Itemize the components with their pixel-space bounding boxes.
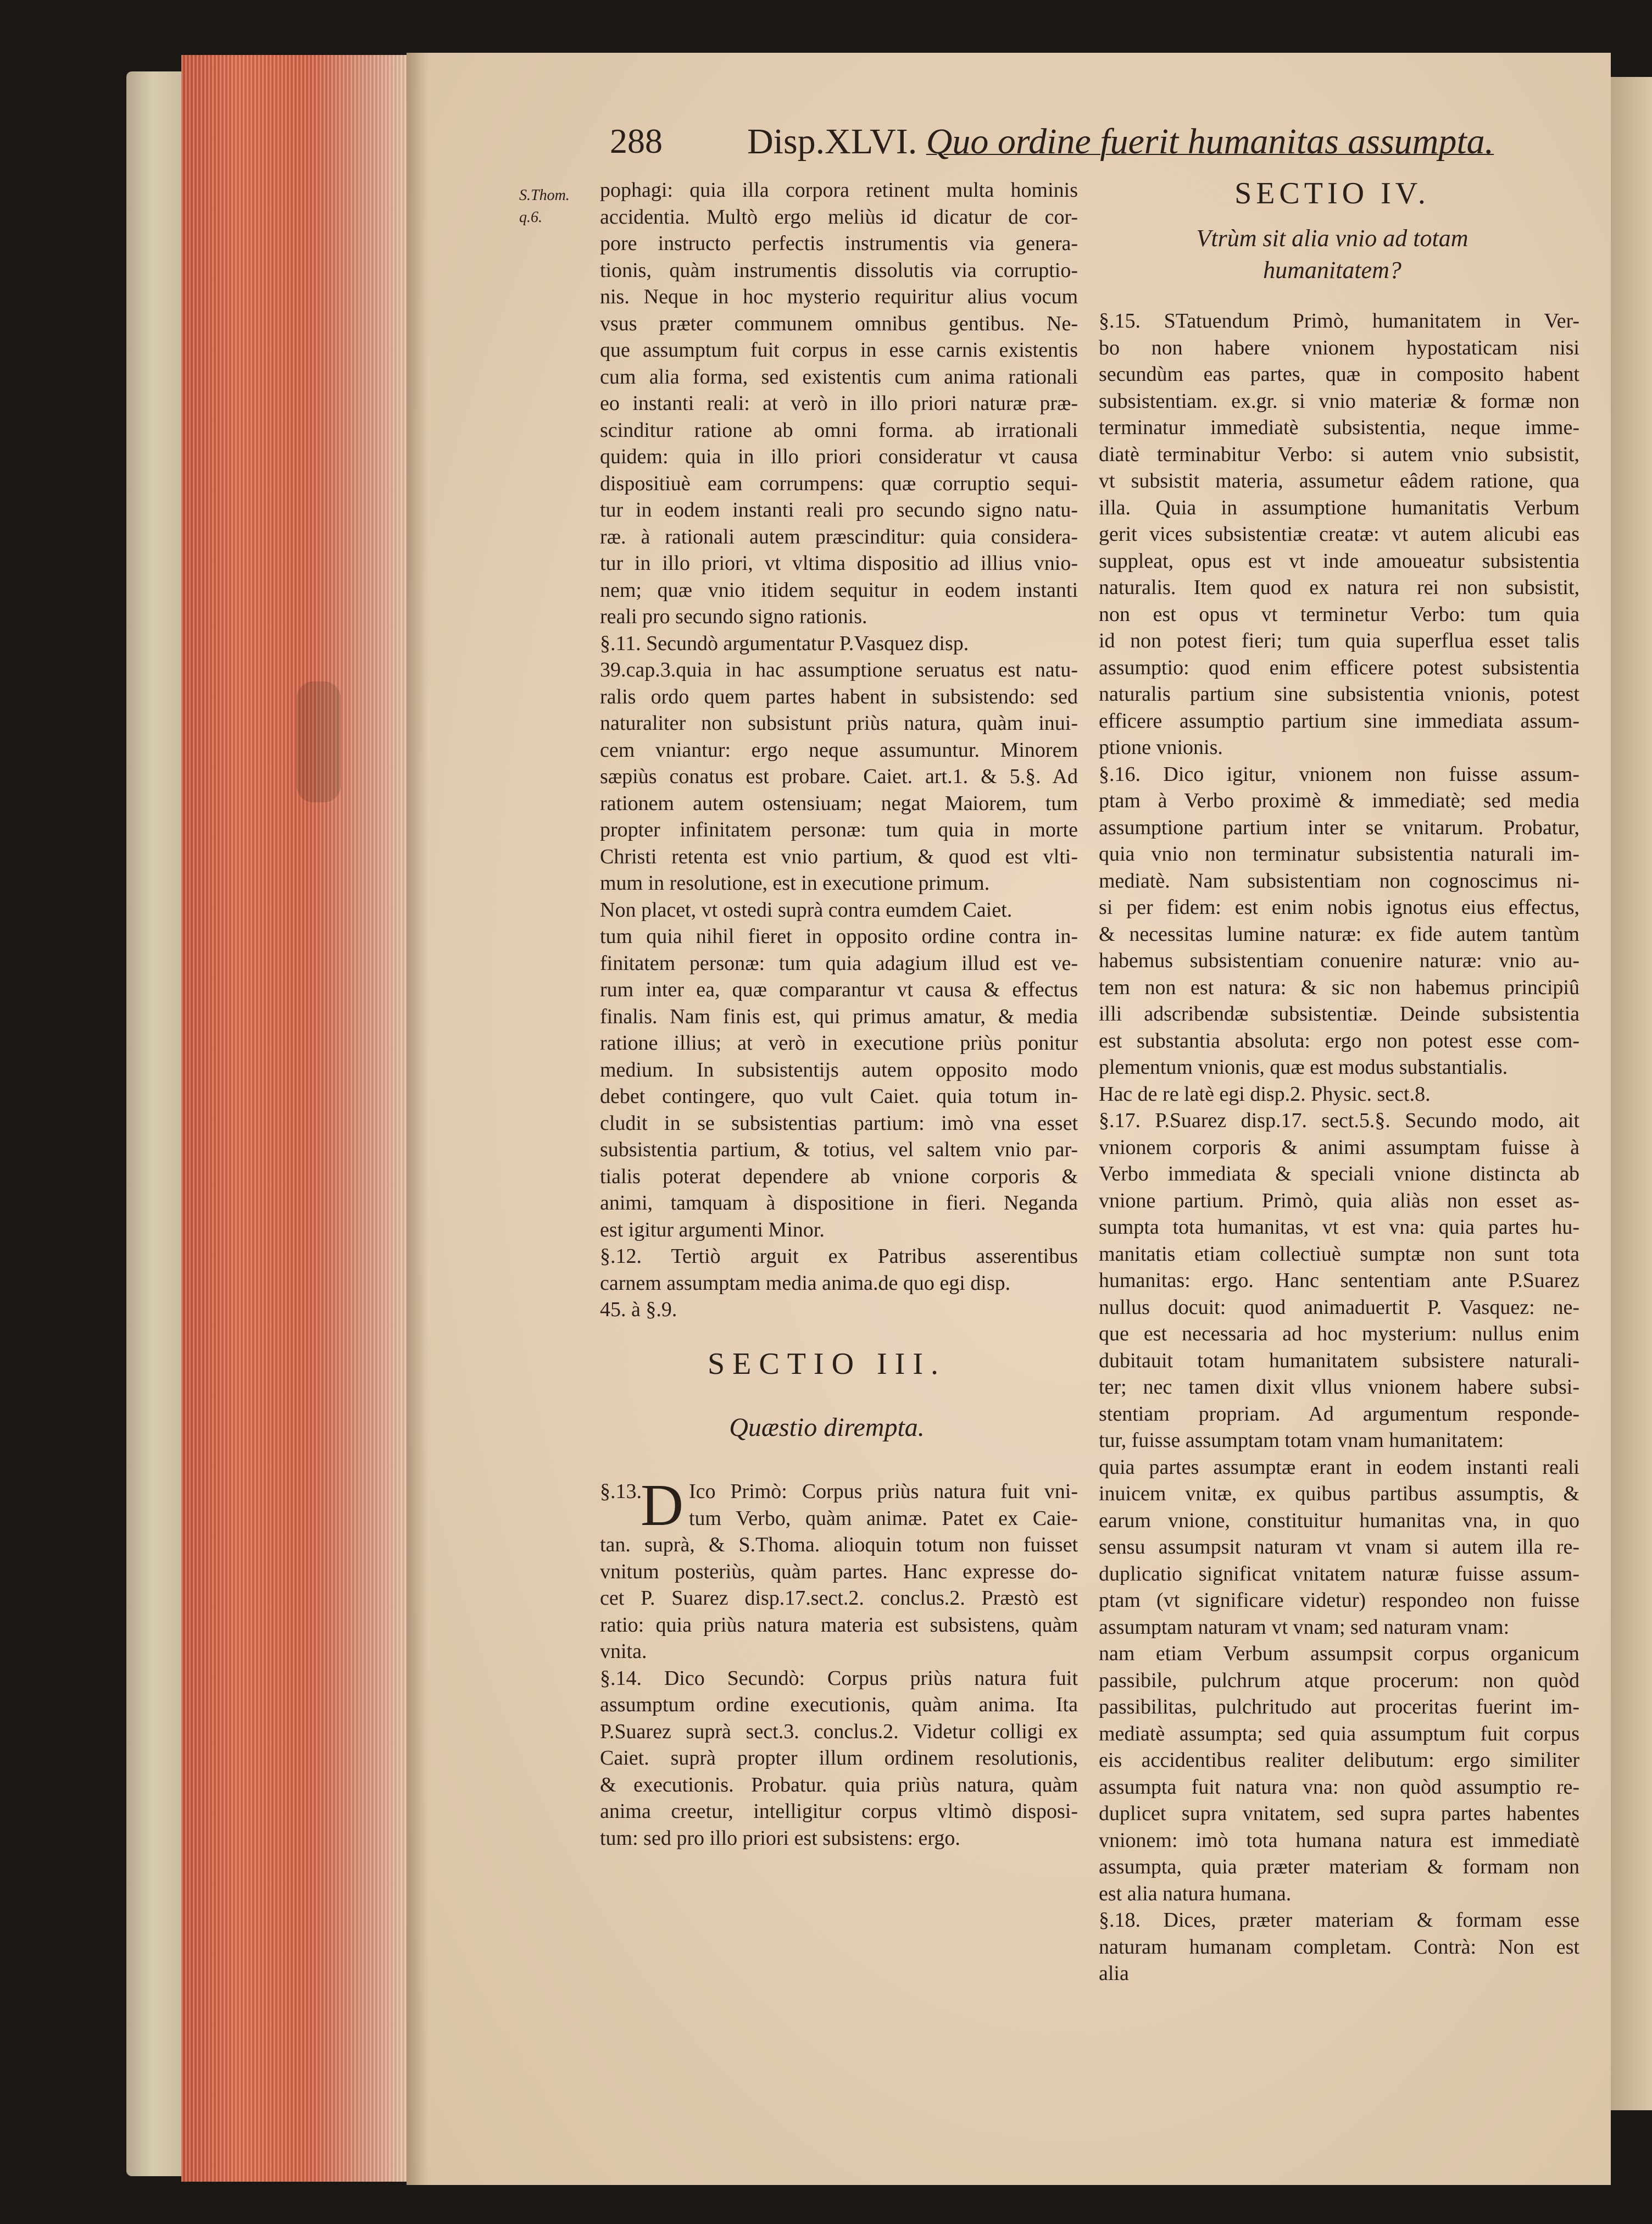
right-column-text [1099,308,1579,1987]
text-line: vnita. [600,1640,647,1663]
text-line: §.16. Dico igitur, vnionem non fuisse assum- [1099,762,1579,786]
paragraph-mark: §.13. [600,1480,642,1503]
text-line: inuicem vnitæ, ex quibus partibus assumptis, & [1099,1482,1579,1505]
text-line: cem vniantur: ergo neque assumuntur. Minorem [600,738,1078,762]
text-line: vnitum posteriùs, quàm partes. Hanc expresse do- [600,1560,1078,1583]
text-line: sumpta tota humanitas, vt est vna: quia partes hu- [1099,1216,1579,1239]
running-title [747,121,1494,163]
text-line: alia [1099,1962,1129,1985]
text-line: §.11. Secundò argumentatur P.Vasquez disp. [600,631,969,655]
text-line: 45. à §.9. [600,1298,677,1321]
text-line: nis. Neque in hoc mysterio requiritur alius vocum [600,285,1078,308]
section-3-title: Quæstio dirempta. [729,1413,925,1442]
text-line: nem; quæ vnio itidem sequitur in eodem instanti [600,578,1078,602]
text-line: tur in eodem instanti reali pro secundo signo natu- [600,498,1078,522]
section-3-body [600,1473,1078,1851]
text-line: quia vnio non terminatur subsistentia naturali im- [1099,842,1579,866]
text-line: subsistentia partium, & totius, vel saltem vnio par- [600,1138,1078,1161]
text-line: Caiet. suprà propter illum ordinem resolutionis, [600,1746,1078,1770]
text-line: pore instructo perfectis instrumentis via genera- [600,232,1078,255]
left-column-text [600,177,1078,1323]
text-line: humanitas: ergo. Hanc sententiam ante P.Suarez [1099,1269,1579,1292]
text-line: tionis, quàm instrumentis dissolutis via corruptio- [600,258,1078,282]
text-line: passibile, pulchrum atque procerum: non quòd [1099,1668,1579,1692]
text-line: scinditur ratione ab omni forma. ab irrationali [600,418,1078,442]
text-line: ralis ordo quem partes habent in subsistendo: sed [600,685,1078,708]
text-line: assumptam naturam vt vnam; sed naturam vnam: [1099,1615,1510,1639]
text-line: tum Verbo, quàm animæ. Patet ex Caie- [689,1506,1078,1530]
text-line: finitatem personæ: tum quia adagium illud est ve- [600,951,1078,975]
text-line: sæpiùs conatus est probare. Caiet. art.1. & 5.§. Ad [600,765,1078,788]
text-line: vnionem corporis & animi assumptam fuisse à [1099,1135,1579,1159]
facing-page-edge [1611,77,1652,2110]
text-line: 39.cap.3.quia in hac assumptione seruatus est natu- [600,658,1078,681]
text-line: ratio: quia priùs natura materia est subsistens, quàm [600,1613,1078,1637]
text-line: tur in illo priori, vt vltima dispositio ad illius vnio- [600,552,1078,575]
text-line: §.14. Dico Secundò: Corpus priùs natura fuit [600,1666,1078,1690]
text-line: ptione vnionis. [1099,736,1223,759]
text-line: diatè terminabitur Verbo: si autem vnio subsistit, [1099,442,1579,466]
text-line: anima creetur, intelligitur corpus vltimò disposi- [600,1800,1078,1823]
text-line: passibilitas, pulchritudo aut proceritas fuerint im- [1099,1695,1579,1718]
text-line: propter infinitatem personæ: tum quia in morte [600,818,1078,841]
text-line: & executionis. Probatur. quia priùs natura, quàm [600,1773,1078,1796]
text-line: vnionem: imò tota humana natura est immediatè [1099,1828,1579,1852]
text-line: cludit in se subsistentias partium: imò vna esset [600,1111,1078,1135]
margin-note-line: S.Thom. [519,187,570,204]
text-line: dispositiuè eam corrumpens: quæ corruptio sequi- [600,472,1078,495]
text-line: eis accidentibus realiter delibutum: ergo similiter [1099,1749,1579,1772]
text-line: dubitauit totam humanitatem subsistere naturali- [1099,1349,1579,1372]
text-line: ræ. à rationali autem præscinditur: quia considera- [600,525,1078,548]
text-line: debet contingere, quo vult Caiet. quia totum in- [600,1085,1078,1108]
text-line: cum alia forma, sed existentis cum anima rationali [600,365,1078,389]
text-line: finalis. Nam finis est, qui primus amatur, & media [600,1005,1078,1028]
text-line: est igitur argumenti Minor. [600,1218,825,1241]
section-4-title [1126,223,1538,286]
text-line: habemus subsistentiam conuenire naturæ: vnio au- [1099,949,1579,972]
paragraph-14 [600,1665,1078,1852]
text-line: naturalis partium sine subsistentia vnionis, potest [1099,683,1579,706]
text-line: bo non habere vnionem hypostaticam nisi [1099,336,1579,359]
text-line: assumptum ordine executionis, quàm anima. Ita [600,1693,1078,1716]
text-line: §.12. Tertiò arguit ex Patribus asserentibus [600,1245,1078,1268]
paragraph-13 [600,1473,1078,1665]
text-line: quia partes assumptæ erant in eodem instanti reali [1099,1455,1579,1479]
text-line: nullus docuit: quod animaduertit P. Vasquez: ne- [1099,1295,1579,1319]
text-line: rum inter ea, quæ comparantur vt causa & effectus [600,978,1078,1001]
text-line: vsus præter communem omnibus gentibus. Ne- [600,312,1078,335]
text-line: tan. suprà, & S.Thoma. alioquin totum non fuisset [600,1533,1078,1556]
text-line: tum: sed pro illo priori est subsistens: ergo. [600,1826,960,1850]
section-4-title-line: humanitatem? [1263,257,1401,284]
text-line: id non potest fieri; tum quia superflua esset talis [1099,629,1579,652]
section-3-label: SECTIO III. [708,1347,946,1381]
text-line: reali pro secundo signo rationis. [600,605,867,628]
margin-note [519,185,570,229]
text-line: naturalis. Item quod ex natura rei non subsistit, [1099,576,1579,599]
text-line: §.18. Dices, præter materiam & formam esse [1099,1909,1579,1932]
text-line: ptam à Verbo proximè & immediatè; sed media [1099,789,1579,812]
section-4-title-line: Vtrùm sit alia vnio ad totam [1196,225,1469,252]
text-line: Verbo immediata & speciali vnione distincta ab [1099,1162,1579,1185]
text-line: mediatè. Nam subsistentiam non cognoscimus ni- [1099,869,1579,892]
text-line: gerit vices subsistentiæ creatæ: vt autem alicubi eas [1099,523,1579,546]
text-line: est alia natura humana. [1099,1882,1292,1905]
text-line: eo instanti reali: at verò in illo priori naturæ præ- [600,392,1078,415]
text-line: assumptione partium inter se vnitarum. Probatur, [1099,816,1579,839]
text-line: mum in resolutione, est in executione primum. [600,872,990,895]
text-line: subsistentiam. ex.gr. si vnio materiæ & formæ non [1099,389,1579,413]
running-title-prefix: Disp.XLVI. [747,121,917,162]
text-line: mediatè assumpta; sed quia assumptum fuit corpus [1099,1722,1579,1745]
text-line: tem non est natura: & sic non habemus principiû [1099,975,1579,999]
text-line: secundùm eas partes, quæ in composito habent [1099,363,1579,386]
margin-note-line: q.6. [519,209,542,226]
text-line: pophagi: quia illa corpora retinent multa hominis [600,179,1078,202]
text-line: naturaliter non subsistunt priùs natura, quàm inui- [600,712,1078,735]
drop-cap: D [641,1473,683,1538]
text-line: ratione illius; at verò in executione priùs ponitur [600,1031,1078,1055]
page-number: 288 [610,121,663,160]
text-line: vt subsistit materia, assumetur eâdem ratione, qua [1099,469,1579,492]
text-line: stentiam propriam. Ad argumentum responde- [1099,1402,1579,1426]
text-line: assumpta fuit natura vna: non quòd assumptio re- [1099,1775,1579,1799]
text-line: accidentia. Multò ergo meliùs id dicatur de cor- [600,205,1078,229]
text-line: earum vnione, constituitur humanitas vna, in quo [1099,1508,1579,1532]
running-head [610,121,1494,170]
text-line: nam etiam Verbum assumpsit corpus organicum [1099,1642,1579,1665]
text-line: efficere assumptio partium sine immediata assum- [1099,709,1579,733]
text-line: §.15. STatuendum Primò, humanitatem in Ver- [1099,309,1579,332]
text-line: non est opus vt terminetur Verbo: tum quia [1099,602,1579,626]
section-4-label: SECTIO IV. [1234,176,1430,210]
text-line: si per fidem: est enim nobis ignotus eius effectus, [1099,896,1579,919]
text-line: que est necessaria ad hoc mysterium: nullus enim [1099,1322,1579,1345]
text-line: ptam (vt significare videtur) respondeo non fuisse [1099,1589,1579,1612]
text-line: terminatur immediatè subsistentia, neque imme- [1099,416,1579,439]
text-line: ter; nec tamen dixit vllus vnionem habere subsi- [1099,1376,1579,1399]
text-line: Non placet, vt ostedi suprà contra eumdem Caiet. [600,898,1013,922]
text-line: §.17. P.Suarez disp.17. sect.5.§. Secundo modo, ait [1099,1109,1579,1132]
text-line: duplicatio significat vnitatem naturæ fuisse assum- [1099,1562,1579,1585]
text-line: Christi retenta est vnio partium, & quod est vlti- [600,845,1078,868]
text-line: carnem assumptam media anima.de quo egi disp. [600,1271,1011,1295]
text-line: rationem autem ostensiuam; negat Maiorem, tum [600,791,1078,815]
text-line: suppleat, opus est vt inde amoueatur subsistentia [1099,549,1579,573]
text-line: assumpta, quia præter materiam & formam non [1099,1855,1579,1878]
text-line: illi adscribendæ subsistentiæ. Deinde subsistentia [1099,1002,1579,1025]
text-line: manitatis etiam collectiuè sumptæ non sunt tota [1099,1242,1579,1266]
page-gutter-shadow [407,53,429,2185]
ink-stain [297,681,341,802]
text-line: tur, fuisse assumptam totam vnam humanitatem: [1099,1429,1504,1452]
text-line: P.Suarez suprà sect.3. conclus.2. Videtur colligi ex [600,1720,1078,1743]
text-line: naturam humanam completam. Contrà: Non est [1099,1935,1579,1959]
text-line: Hac de re latè egi disp.2. Physic. sect.8. [1099,1082,1431,1106]
text-line: quidem: quia in illo priori consideratur vt causa [600,445,1078,468]
running-title-italic: Quo ordine fuerit humanitas assumpta. [926,121,1494,162]
text-line: tum quia nihil fieret in opposito ordine contra in- [600,925,1078,948]
red-page-edges [181,55,412,2182]
text-line: que assumptum fuit corpus in esse carnis existentis [600,339,1078,362]
text-line: tialis poterat dependere ab vnione corporis & [600,1164,1078,1188]
text-line: medium. In subsistentijs autem opposito modo [600,1058,1078,1082]
text-line: sensu assumpsit naturam vt vnam si autem illa re- [1099,1535,1579,1559]
text-line: animi, tamquam à dispositione in fieri. Neganda [600,1191,1078,1214]
text-line: Ico Primò: Corpus priùs natura fuit vni- [689,1480,1078,1503]
text-line: est substantia absoluta: ergo non potest esse com- [1099,1029,1579,1052]
text-line: illa. Quia in assumptione humanitatis Verbum [1099,496,1579,519]
text-line: vnione partium. Primò, quia aliàs non esset as- [1099,1189,1579,1212]
text-line: duplicet supra vnitatem, sed supra partes habentes [1099,1802,1579,1825]
text-line: assumptio: quod enim efficere potest subsistentia [1099,656,1579,679]
text-line: plementum vnionis, quæ est modus substantialis. [1099,1056,1508,1079]
text-line: & necessitas lumine naturæ: ex fide autem tantùm [1099,922,1579,946]
text-line: cet P. Suarez disp.17.sect.2. conclus.2. Præstò est [600,1587,1078,1610]
